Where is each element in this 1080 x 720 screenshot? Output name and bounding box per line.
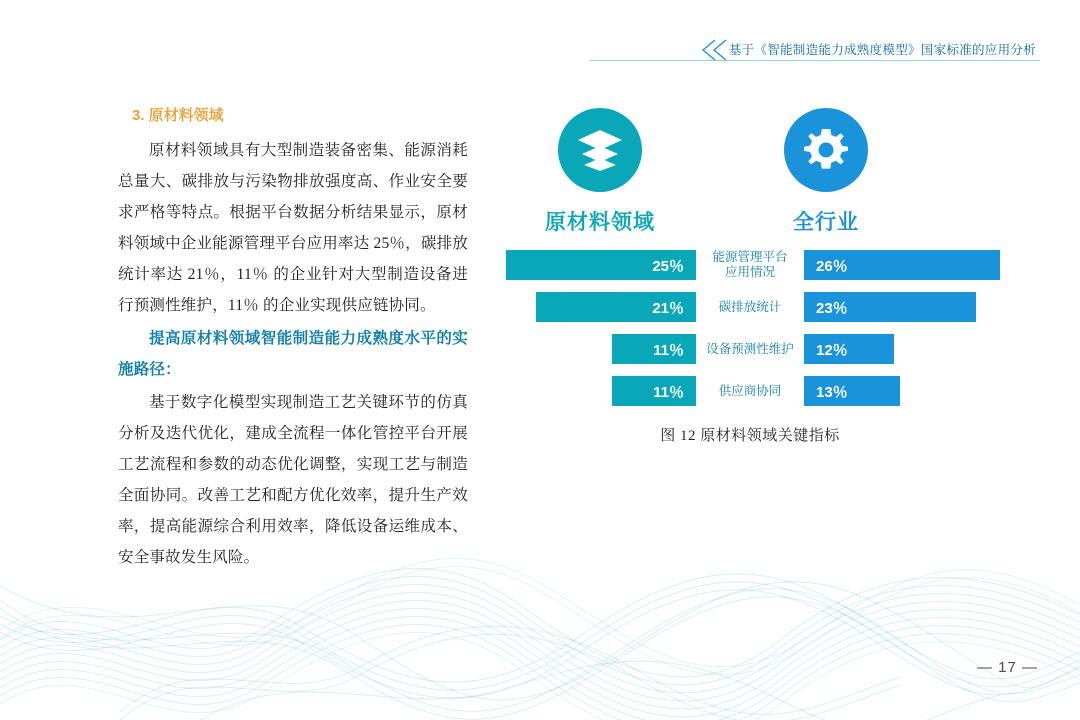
section-heading: 3. 原材料领域 (132, 107, 224, 124)
bar-right-1 (804, 250, 1000, 280)
page-number: — 17 — (976, 659, 1038, 676)
bar-left-value-3: 11％ (653, 341, 684, 359)
chart-row-4 (500, 376, 1000, 406)
bar-right-3 (804, 334, 894, 364)
chart-row-2 (500, 292, 1000, 322)
chart-category-1-line-1: 能源管理平台 (712, 250, 788, 264)
bar-left-1 (506, 250, 696, 280)
chart-row-3 (500, 334, 1000, 364)
layers-icon-badge (558, 108, 642, 192)
bar-left-2 (536, 292, 696, 322)
legend-group-raw-materials (500, 108, 700, 236)
layers-icon (576, 128, 624, 172)
bar-left-4 (612, 376, 696, 406)
chart-category-3-line-1: 设备预测性维护 (706, 341, 794, 356)
article-body (118, 104, 468, 573)
diverging-bar-chart (500, 250, 1000, 406)
chart-category-1 (696, 250, 804, 280)
gear-icon (802, 126, 850, 174)
bar-right-value-1: 26％ (816, 257, 848, 275)
chart-category-2 (696, 300, 804, 315)
figure-12 (500, 108, 1040, 445)
paragraph-2-highlight: 提高原材料领域智能制造能力成熟度水平的实施路径： (118, 330, 468, 378)
bar-right-value-4: 13％ (816, 383, 848, 401)
chart-category-2-line-1: 碳排放统计 (718, 299, 782, 314)
paragraph-1: 原材料领域具有大型制造装备密集、能源消耗总量大、碳排放与污染物排放强度高、作业安全要求严格等特点。根据平台数据分析结果显示，原材料领域中企业能源管理平台应用率达 25％，碳排放统计率达 21％，11％ 的企业针对大型制造设备进行预测性维护，11％ 的企业实现供应链协同。 (118, 142, 468, 314)
bar-left-value-4: 11％ (653, 383, 684, 401)
chart-row-1 (500, 250, 1000, 280)
bar-left-value-1: 25％ (652, 257, 684, 275)
header-divider (590, 60, 1040, 61)
bar-left-value-2: 21％ (652, 299, 684, 317)
paragraph-3: 基于数字化模型实现制造工艺关键环节的仿真分析及迭代优化，建成全流程一体化管控平台开展工艺流程和参数的动态优化调整，实现工艺与制造全面协同。改善工艺和配方优化效率，提升生产效率，提高能源综合利用效率，降低设备运维成本、安全事故发生风险。 (118, 394, 468, 566)
bar-right-4 (804, 376, 900, 406)
bar-right-value-3: 12％ (816, 341, 848, 359)
chart-category-1-line-2: 应用情况 (724, 265, 775, 279)
figure-legend (500, 108, 1040, 236)
legend-label-all-industry: 全行业 (793, 211, 859, 234)
legend-group-all-industry (726, 108, 926, 236)
figure-caption: 图 12 原材料领域关键指标 (660, 428, 840, 444)
chart-category-4 (696, 384, 804, 399)
bar-right-value-2: 23％ (816, 299, 848, 317)
legend-label-raw-materials: 原材料领域 (545, 211, 655, 234)
bar-right-2 (804, 292, 976, 322)
chart-category-3 (696, 342, 804, 357)
chart-category-4-line-1: 供应商协同 (718, 383, 782, 398)
header-title: 基于《智能制造能力成熟度模型》国家标准的应用分析 (728, 42, 1036, 57)
bar-left-3 (612, 334, 696, 364)
gear-icon-badge (784, 108, 868, 192)
